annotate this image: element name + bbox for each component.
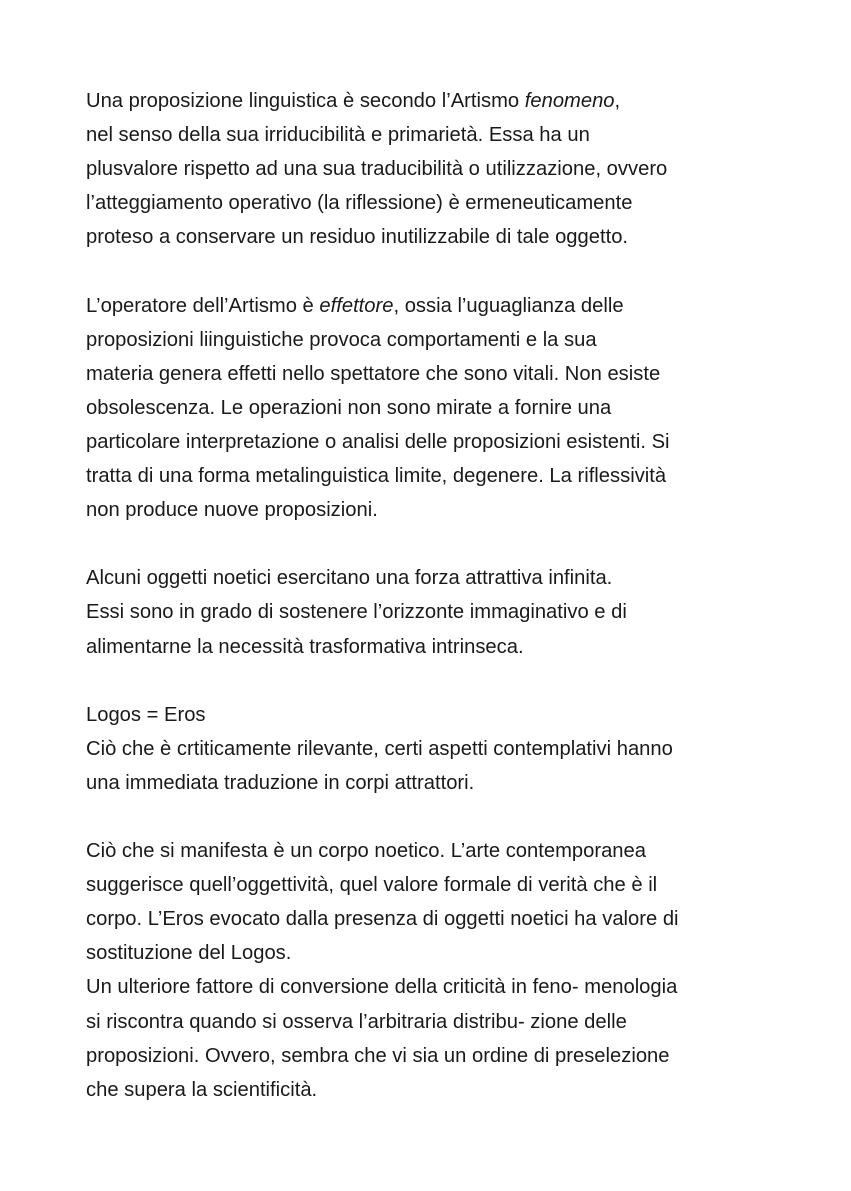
paragraph-gap [86,254,776,288]
paragraph-3 [86,561,776,663]
text-line: proposizioni liinguistiche provoca comportamenti e la sua [86,328,597,351]
text-line: non produce nuove proposizioni. [86,499,378,522]
paragraph-gap [86,800,776,834]
text-line: Ciò che è crtiticamente rilevante, certi aspetti contemplativi hanno [86,737,673,760]
text-line: Ciò che si manifesta è un corpo noetico. L’arte contemporanea [86,840,646,863]
paragraph-gap [86,527,776,561]
paragraph-5 [86,834,776,1107]
text-line: sostituzione del Logos. [86,942,292,965]
text-line: proteso a conservare un residuo inutilizzabile di tale oggetto. [86,226,629,249]
text-line: che supera la scientificità. [86,1078,318,1101]
text-line: alimentarne la necessità trasformativa intrinseca. [86,635,524,658]
text-line: materia genera effetti nello spettatore che sono vitali. Non esiste [86,362,661,385]
text-line: nel senso della sua irriducibilità e primarietà. Essa ha un [86,124,590,147]
text-line: Essi sono in grado di sostenere l’orizzonte immaginativo e di [86,601,627,624]
text-line: si riscontra quando si osserva l’arbitraria distribu- zione delle [86,1010,627,1033]
text-line: Una proposizione linguistica è secondo l’Artismo fenomeno, [86,90,621,112]
text-line: l’atteggiamento operativo (la riflessione) è ermeneuticamente [86,192,633,215]
text-line: particolare interpretazione o analisi delle proposizioni esistenti. Si [86,430,670,453]
emphasis-fenomeno: fenomeno [524,90,615,112]
text-line: proposizioni. Ovvero, sembra che vi sia un ordine di preselezione [86,1044,670,1067]
paragraph-2 [86,289,776,528]
text-line: Un ulteriore fattore di conversione della criticità in feno- menologia [86,976,678,999]
paragraph-gap [86,664,776,698]
text-line: corpo. L’Eros evocato dalla presenza di oggetti noetici ha valore di [86,908,679,931]
section-heading: Logos = Eros [86,703,206,726]
text-line: tratta di una forma metalinguistica limite, degenere. La riflessività [86,465,667,488]
text-line: Alcuni oggetti noetici esercitano una forza attrattiva infinita. [86,567,613,590]
text-line: obsolescenza. Le operazioni non sono mirate a fornire una [86,396,612,419]
text-line: L’operatore dell’Artismo è effettore, ossia l’uguaglianza delle [86,294,624,317]
paragraph-4 [86,698,776,800]
text-line: suggerisce quell’oggettività, quel valore formale di verità che è il [86,874,658,897]
document-body [86,84,776,1107]
text-line: plusvalore rispetto ad una sua traducibilità o utilizzazione, ovvero [86,158,668,181]
emphasis-effettore: effettore [319,294,394,317]
text-line: una immediata traduzione in corpi attrattori. [86,771,475,794]
paragraph-1 [86,84,776,254]
